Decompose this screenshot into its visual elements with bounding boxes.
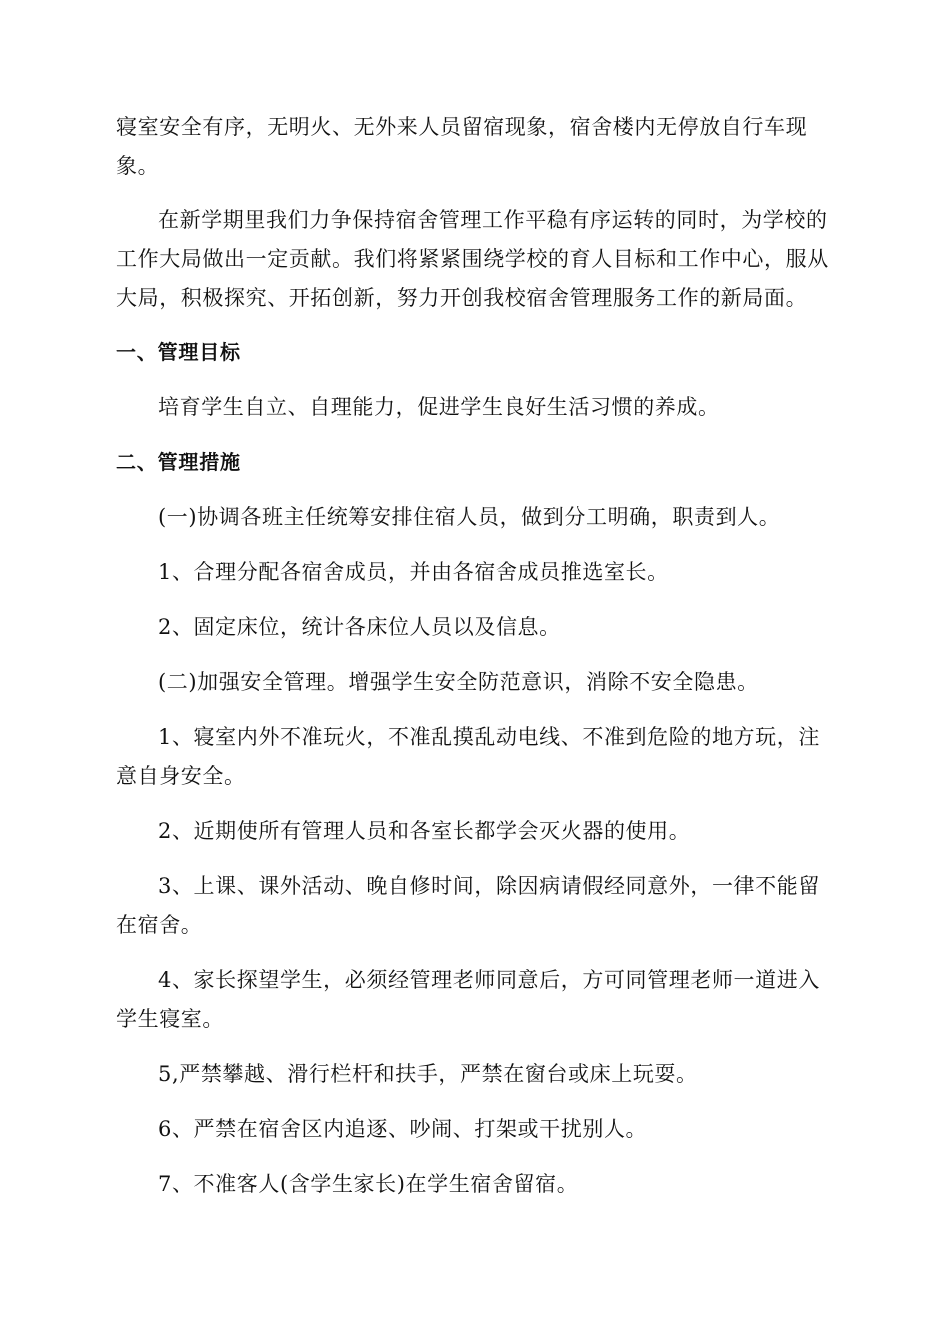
section-goals-body: 培育学生自立、自理能力，促进学生良好生活习惯的养成。	[158, 395, 720, 419]
measures-group-2-item: 4、家长探望学生，必须经管理老师同意后，方可同管理老师一道进入学生寝室。	[116, 968, 820, 1031]
intro-paragraph: 在新学期里我们力争保持宿舍管理工作平稳有序运转的同时，为学校的工作大局做出一定贡献。我们将紧紧围绕学校的育人目标和工作中心，服从大局，积极探究、开拓创新，努力开创我校宿舍管理服务工作的新局面。	[116, 208, 829, 310]
measures-group-1-item: 1、合理分配各宿舍成员，并由各宿舍成员推选室长。	[158, 560, 669, 584]
measures-group-2-item: 1、寝室内外不准玩火，不准乱摸乱动电线、不准到危险的地方玩，注意自身安全。	[116, 725, 820, 788]
section-heading-goals: 一、管理目标	[116, 340, 241, 364]
measures-group-2-item: 2、近期使所有管理人员和各室长都学会灭火器的使用。	[158, 819, 691, 843]
measures-group-2-item: 6、严禁在宿舍区内追逐、吵闹、打架或干扰别人。	[158, 1117, 648, 1141]
measures-group-2-title: (二)加强安全管理。增强学生安全防范意识，消除不安全隐患。	[158, 670, 759, 694]
intro-continuation: 寝室安全有序，无明火、无外来人员留宿现象，宿舍楼内无停放自行车现象。	[116, 115, 808, 178]
measures-group-2-item: 7、不准客人(含学生家长)在学生宿舍留宿。	[158, 1172, 579, 1196]
section-heading-measures: 二、管理措施	[116, 450, 241, 474]
measures-group-1-item: 2、固定床位，统计各床位人员以及信息。	[158, 615, 561, 639]
measures-group-2-item: 3、上课、课外活动、晚自修时间，除因病请假经同意外，一律不能留在宿舍。	[116, 874, 820, 937]
measures-group-2-item: 5,严禁攀越、滑行栏杆和扶手，严禁在窗台或床上玩耍。	[158, 1062, 698, 1086]
document-body	[116, 108, 834, 1204]
measures-group-1-title: (一)协调各班主任统筹安排住宿人员，做到分工明确，职责到人。	[158, 505, 781, 529]
